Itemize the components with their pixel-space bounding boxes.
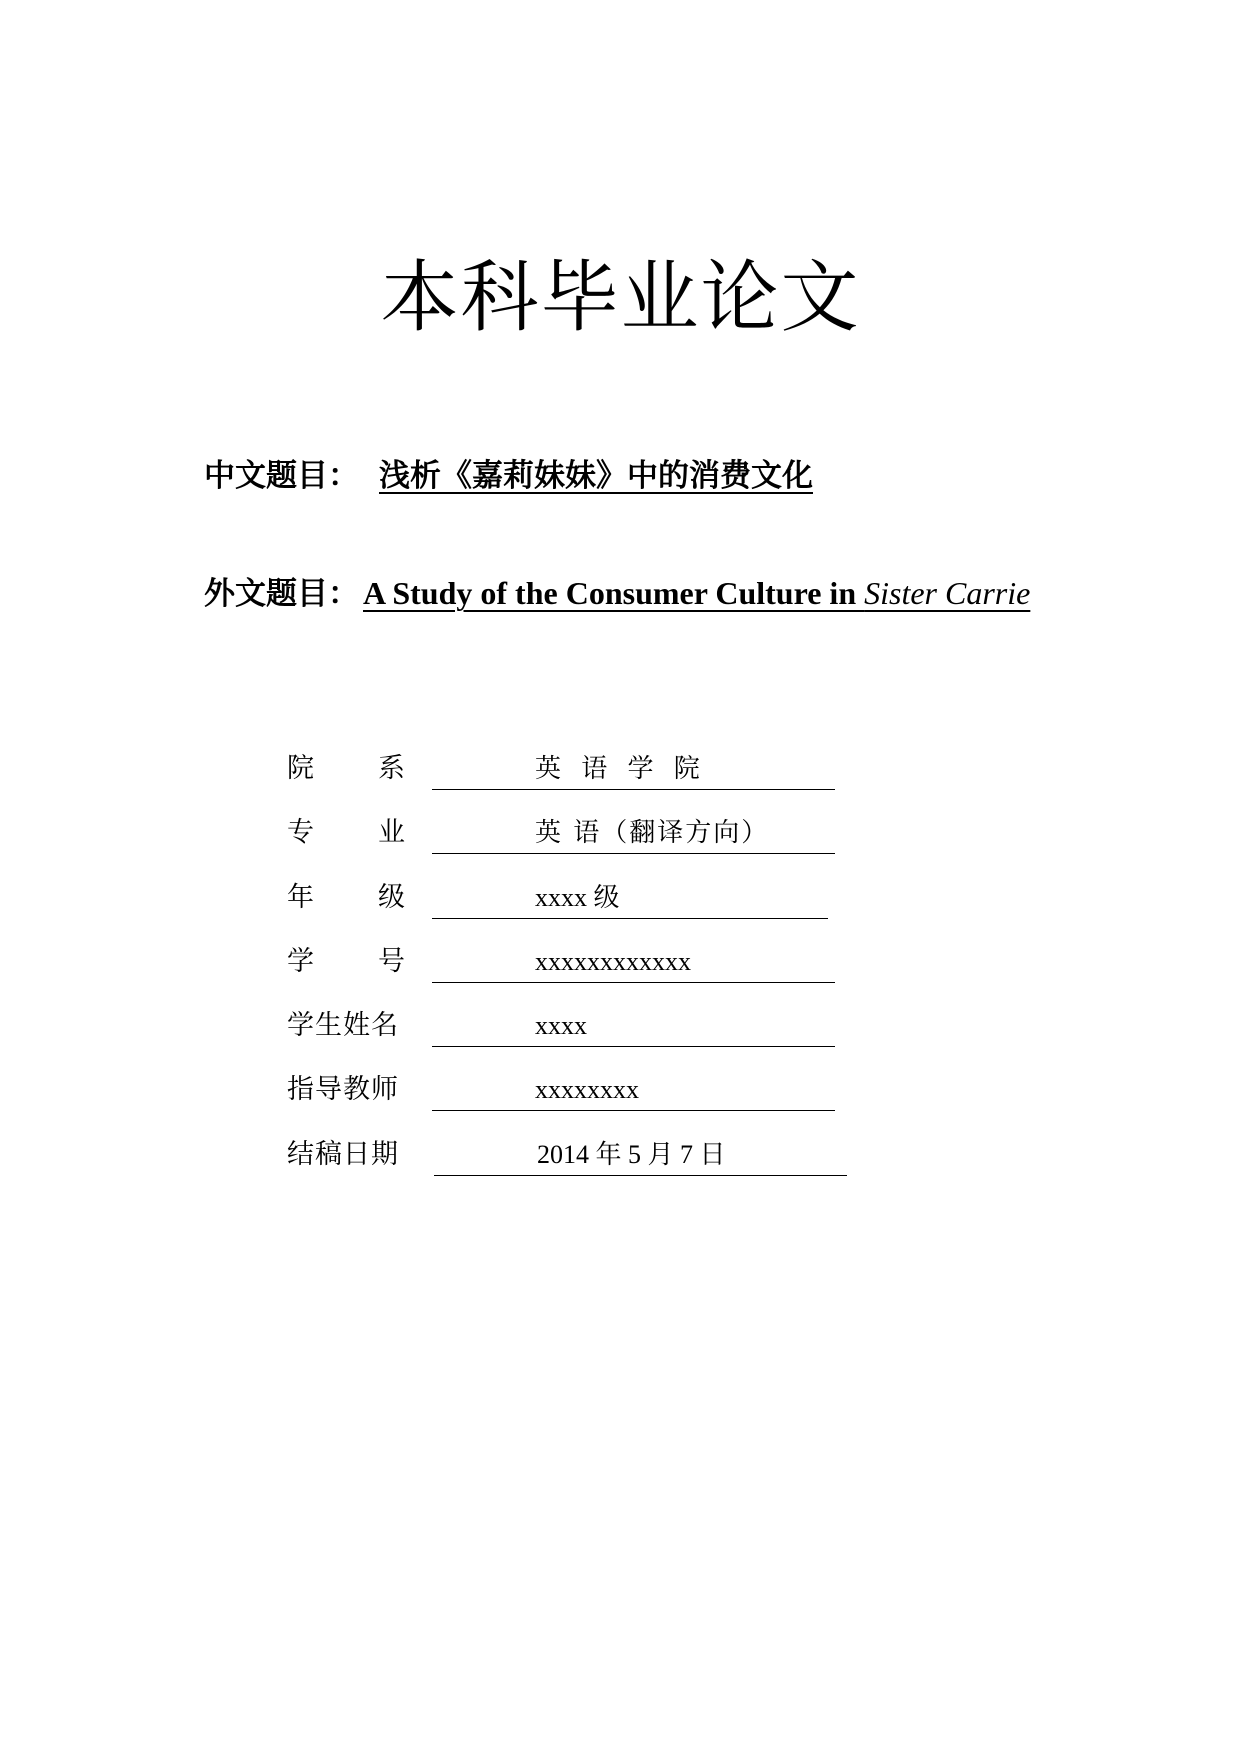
department-label-char-1: 院: [287, 753, 314, 784]
student-id-label: [287, 942, 405, 982]
foreign-title-row: [204, 568, 1030, 618]
student-id-label-char-1: 学: [287, 946, 314, 977]
student-name-value: xxxx: [535, 1011, 587, 1040]
main-title: 本科毕业论文: [380, 253, 861, 343]
major-label: [287, 813, 405, 853]
grade-value: xxxx 级: [535, 883, 620, 912]
department-label: [287, 749, 405, 789]
chinese-title-label: 中文题目：: [204, 458, 359, 494]
foreign-title-text: A Study of the Consumer Culture in: [363, 575, 865, 611]
foreign-title-book-name: Sister Carrie: [864, 575, 1031, 611]
completion-date-field: [434, 1135, 847, 1176]
department-label-char-2: 系: [378, 753, 405, 784]
student-name-label: 学生姓名: [287, 1010, 399, 1041]
student-name-field: [432, 1006, 835, 1047]
student-id-field: [432, 942, 835, 983]
grade-label: [287, 878, 405, 918]
department-field: [432, 749, 835, 790]
grade-field: [432, 878, 828, 919]
advisor-value: xxxxxxxx: [535, 1075, 639, 1104]
grade-label-char-2: 级: [378, 882, 405, 913]
foreign-title-value: [363, 575, 1030, 612]
advisor-label: 指导教师: [287, 1074, 399, 1105]
advisor-field: [432, 1070, 835, 1111]
student-id-value: xxxxxxxxxxxx: [535, 947, 691, 976]
major-value: 英 语（翻译方向）: [535, 818, 770, 848]
grade-label-char-1: 年: [287, 882, 314, 913]
major-label-char-1: 专: [287, 817, 314, 848]
foreign-title-label: 外文题目：: [204, 576, 359, 612]
department-value: 英 语 学 院: [535, 754, 706, 784]
major-label-char-2: 业: [378, 817, 405, 848]
student-id-label-char-2: 号: [378, 946, 405, 977]
chinese-title-row: [204, 450, 813, 498]
chinese-title-value: 浅析《嘉莉妹妹》中的消费文化: [379, 458, 813, 494]
completion-date-value: 2014 年 5 月 7 日: [537, 1140, 726, 1169]
major-field: [432, 813, 835, 854]
completion-date-label: 结稿日期: [287, 1139, 399, 1170]
